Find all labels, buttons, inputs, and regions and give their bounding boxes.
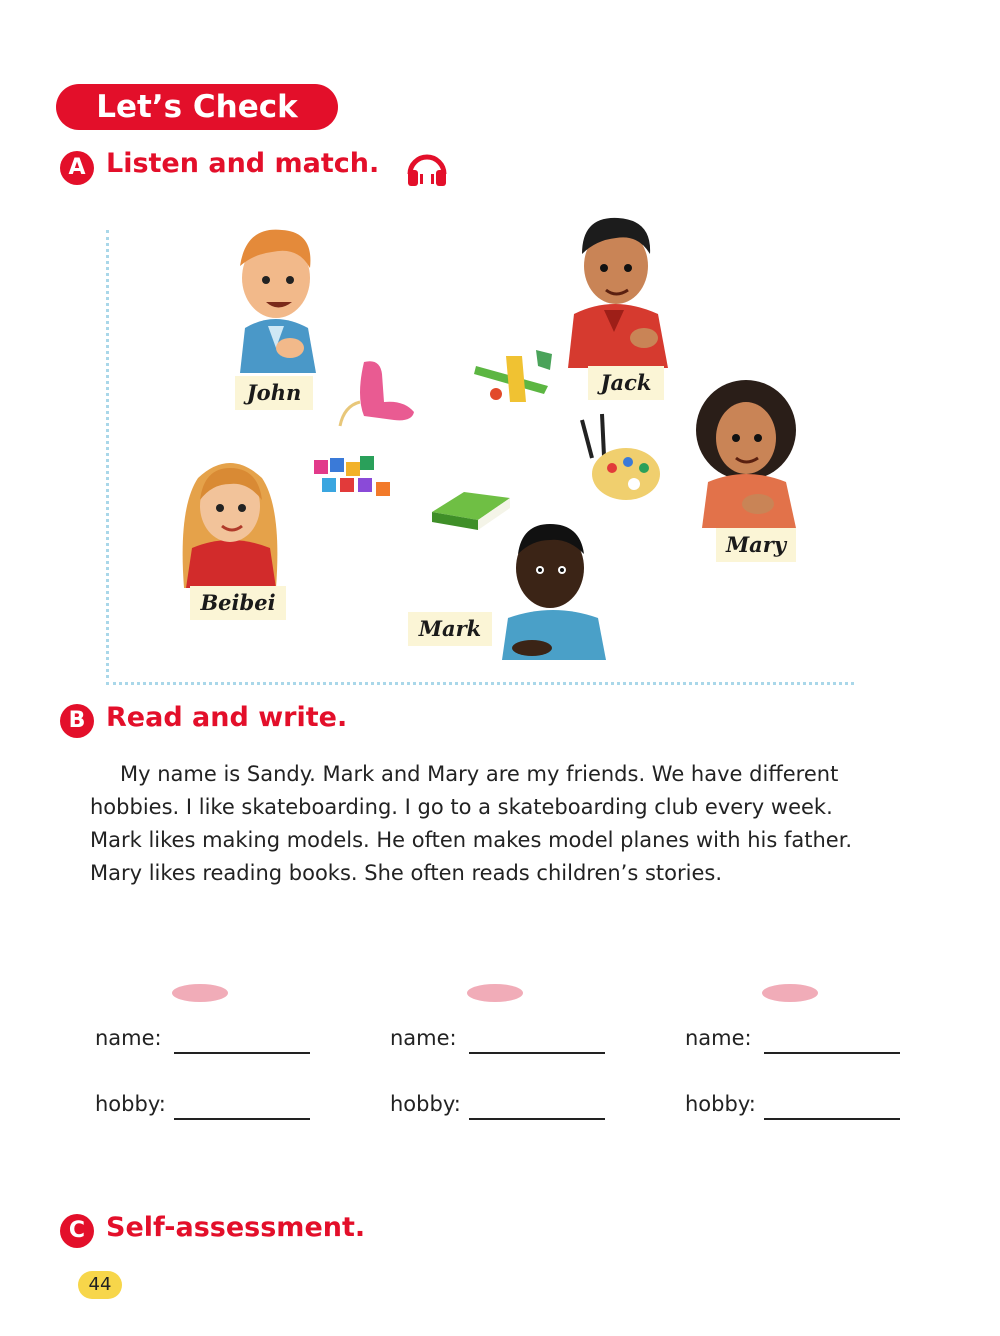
name-blank-1[interactable] <box>174 1052 310 1054</box>
name-tag-john: John <box>235 376 313 410</box>
name-tag-mary: Mary <box>716 528 796 562</box>
beibei-illustration <box>178 448 282 588</box>
paint-palette-icon[interactable] <box>578 412 664 504</box>
headphones-icon[interactable] <box>404 148 450 188</box>
puzzle-icon[interactable] <box>306 454 398 502</box>
hobby-label-2: hobby: <box>390 1092 461 1116</box>
reading-passage <box>90 758 890 890</box>
name-tag-mark: Mark <box>408 612 492 646</box>
john-illustration <box>220 218 330 373</box>
page-title: Let’s Check <box>56 84 338 130</box>
jack-illustration <box>558 210 673 368</box>
name-tag-jack: Jack <box>588 366 664 400</box>
name-label-3: name: <box>685 1026 752 1050</box>
section-b-title: Read and write. <box>106 702 348 733</box>
skate-toy-icon[interactable] <box>334 356 420 428</box>
hobby-label-1: hobby: <box>95 1092 166 1116</box>
name-label-2: name: <box>390 1026 457 1050</box>
name-blank-3[interactable] <box>764 1052 900 1054</box>
hobby-blank-3[interactable] <box>764 1118 900 1120</box>
book-icon[interactable] <box>430 490 512 532</box>
section-a-letter: A <box>60 151 94 185</box>
hobby-blank-2[interactable] <box>469 1118 605 1120</box>
model-plane-icon[interactable] <box>466 346 558 408</box>
passage-text: My name is Sandy. Mark and Mary are my friends. We have different hobbies. I like skateboarding. I go to a skateboarding club every week. Mark likes making models. He often makes model planes with his father. Mary likes reading books. She often reads children’s stories. <box>90 762 853 885</box>
hobby-blank-1[interactable] <box>174 1118 310 1120</box>
photo-placeholder-2 <box>467 984 523 1002</box>
mark-illustration <box>498 518 608 660</box>
section-a-title: Listen and match. <box>106 148 380 179</box>
hobby-label-3: hobby: <box>685 1092 756 1116</box>
name-blank-2[interactable] <box>469 1052 605 1054</box>
mary-illustration <box>688 378 806 528</box>
name-label-1: name: <box>95 1026 162 1050</box>
section-c-title: Self-assessment. <box>106 1212 366 1243</box>
page-number: 44 <box>78 1271 122 1299</box>
section-b-letter: B <box>60 704 94 738</box>
name-tag-beibei: Beibei <box>190 586 286 620</box>
photo-placeholder-3 <box>762 984 818 1002</box>
section-c-letter: C <box>60 1214 94 1248</box>
photo-placeholder-1 <box>172 984 228 1002</box>
